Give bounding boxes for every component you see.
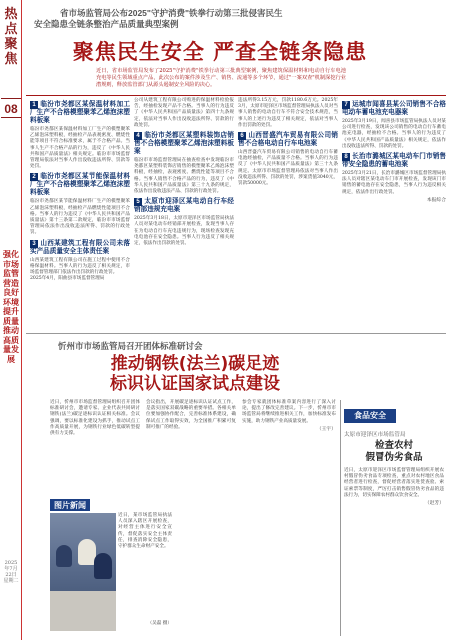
case-heading-2: 2 临汾市尧都区某节能保温材料厂生产不合格模塑聚苯乙烯泡沫塑料板案 [30, 173, 130, 197]
case-body-7: 2025年3月19日，闻喜县市场监管局执法人员对某公司进行检查，发现该公司销售的电动自行车蓄电池充电器，经抽检不合格。当事人的行为违反了《中华人民共和国产品质量法》相关规定，依法作出没收违法所得、罚款的处罚。 [342, 119, 446, 149]
news-photo [50, 513, 116, 631]
case-heading-1: 1 临汾市尧都区某保温材料加工厂生产不合格模塑聚苯乙烯泡沫塑料板案 [30, 101, 130, 124]
photo-news-label: 图片新闻 [50, 499, 90, 511]
article-column-4 [342, 98, 446, 204]
section-divider [26, 333, 446, 334]
photo-credit: （吴磊 摄） [147, 621, 172, 626]
case-heading-3: 3 山西某建筑工程有限公司未落实产品质量安全主体责任案 [30, 239, 130, 255]
case-heading-5: 5 太原市迎泽区某电动自行车经销部违规充电案 [134, 198, 234, 214]
vertical-divider [340, 400, 341, 636]
case-body-8: 2025年3月21日，长治市潞城区市场监督管理局执法人员对辖区某电动车门市开展检查，发现该门市销售的蓄电池存在安全隐患，当事人行为违反相关规定，依法作出行政处罚。 [342, 171, 446, 195]
lead-article-header [26, 8, 446, 30]
rail-slogan: 强化市场监管营造良好环境提升质量推动高质量发展 [3, 249, 19, 364]
food-safety-body: 近日，太原市迎泽区市场监督管理局组织开展农村假冒伪劣食品专项检查，重点对农村地区食品经营者进行检查，督促经营者落实进货查验、索证索票等制度，严厉打击销售假冒伪劣食品的违法行为，切实保障农村群众饮食安全。 （赵芳） [344, 468, 444, 507]
article2-column-3: 参会专家就团体标准草案内容进行了深入讨论，提出了修改完善建议。下一步，忻州市市场监管局将继续推进相关工作，加快标准发布实施，助力钢铁产业高质量发展。 （王宇） [242, 400, 336, 432]
food-safety-kicker: 太原市迎泽区市场监管局 [344, 432, 406, 438]
case-heading-4: 4 临汾市尧都区某塑料装饰店销售不合格模塑聚苯乙烯泡沫塑料板案 [134, 132, 234, 156]
case-body-6: 山西晋盛汽车贸易有限公司销售的电动自行车蓄电池经抽检，产品质量不合格。当事人的行为违反了《中华人民共和国产品质量法》第三十九条规定。太原市市场监督管理局依法对当事人作出没收违法所得、罚款的处罚，涉案货值3040元，罚款50000元。 [238, 150, 338, 187]
article2-byline: （王宇） [316, 426, 336, 432]
case-heading-7: 7 运城市闻喜县某公司销售不合格电动车蓄电池充电器案 [342, 101, 446, 116]
food-safety-byline: （赵芳） [424, 501, 444, 507]
person-figure [56, 545, 72, 567]
person-figure [94, 553, 112, 579]
article2-headline: 推动钢铁(法兰)碳足迹 标识认证国家试点建设 [110, 354, 280, 394]
food-safety-label: 食品安全 [344, 409, 396, 423]
case-heading-8: 8 长治市潞城区某电动车门市销售带安全隐患的蓄电池案 [342, 153, 446, 169]
lead-kicker-line2: 安全隐患全链条整治产品质量典型案例 [34, 19, 179, 29]
section-label: 热点聚焦 [4, 6, 18, 66]
article2-column-1: 近日，忻州市市场监督管理局组织召开团体标准研讨会，邀请专家、企业代表共同研讨钢铁(法兰)碳足迹标识认证相关标准。会议强调，要以标准化建设为抓手，推动试点工作高质量开展，为钢铁行业绿色低碳转型提供有力支撑。 [50, 400, 140, 437]
header-rule [26, 95, 446, 96]
article-column-1 [30, 98, 130, 282]
case-body-5: 2025年3月18日，太原市迎泽区市场监管局执法人员对某电动车经销部开展检查，发现当事人存在为电动自行车充电违规行为，现场检查发现充电电池存在安全隐患。当事人行为违反了相关规定，依法作出罚款的处罚。 [134, 216, 234, 247]
case-body-4: 临汾市市场监督管理局在抽查检查中发现临汾市尧都区某塑料装饰店销售的模塑聚苯乙烯泡沫塑料板，经抽检，表观密度、燃烧性能等项目不合格。当事人销售不合格产品的行为，违反了《中华人民共和国产品质量法》第三十九条的规定，依法作出没收违法产品、罚款的行政处罚。 [134, 158, 234, 195]
case-body-2: 临汾市尧都区某节能保温材料厂生产的模塑聚苯乙烯泡沫塑料板，经抽检产品燃烧性能项目不合格。当事人的行为违反了《中华人民共和国产品质量法》第十三条第二款规定，临汾市市场监督管理局依法作出没收违法所得、罚款的行政处罚。 [30, 199, 130, 236]
article2-kicker: 忻州市市场监管局召开团体标准研讨会 [58, 341, 203, 351]
case-body-3: 山西某建筑工程有限公司在施工过程中使用不合格保温材料。当事人的行为违反了相关规定，市场监督管理部门依法作出罚款的行政处罚。 [30, 257, 130, 276]
lead-summary: 近日，省市场监管局发布了2025"守护消费"铁拳行动第三批典型案例，聚焦建筑保温材料和电动自行车电池充电等民生领域重点产品，此次公布的案件涉及生产、销售、流通等多个环节，通过"一案双查"机制深挖行业潜规则，释放监管部门从源头遏制安全风险的决心。 [96, 68, 346, 88]
case-body-1: 临汾市尧都区某保温材料加工厂生产的模塑聚苯乙烯泡沫塑料板，经抽检产品表观密度、燃烧性能等项目不符合标准要求，属于不合格产品。当事人生产不合格产品的行为，违反了《中华人民共和国产品质量法》相关规定。临汾市市场监督管理局依法对当事人作出没收违法所得、罚款等处罚。 [30, 127, 130, 170]
article-column-3 [238, 98, 338, 187]
case-body-5-cont: 违法所得3.15万元，罚款1180.6万元。2025年3月，太原市迎泽区市场监督管理局执法人员对当事人销售的电动自行车不符合安全技术规范，当事人的上述行为违反了相关规定，依法对当事人作出罚款的处罚。 [238, 98, 338, 128]
case-note-3: 2025年4月，阳曲县市场监督管理局 [30, 276, 105, 282]
article-column-2 [134, 98, 234, 247]
photo-caption: 近日，某市场监管局执法人员深入辖区开展检查，对经营主体进行安全宣传，督促落实安全主体责任，排查消除安全隐患，守护群众生命财产安全。 [118, 513, 172, 550]
byline: 本报综合 [426, 197, 446, 203]
lead-kicker: 省市场监管局公布2025"守护消费"铁拳行动第三批侵害民生 [60, 8, 283, 18]
left-rail [0, 0, 22, 640]
case-body-3-cont: 公司从建筑工程有限公司购进的保温材料检验报告，经抽检发现产品不合格。当事人的行为违反了《中华人民共和国产品质量法》第四十九条规定，依法对当事人作出没收违法所得、罚款的行政处罚。 [134, 98, 234, 128]
food-safety-title: 检查农村 假冒伪劣食品 [365, 440, 423, 463]
issue-date: 2025年7月22日 星期二 [3, 560, 19, 584]
lead-headline: 聚焦民生安全 严查全链条隐患 [72, 40, 368, 64]
page-number: 08 [1, 98, 21, 118]
case-heading-6: 6 山西晋盛汽车贸易有限公司销售不合格电动自行车电池案 [238, 132, 338, 148]
article2-column-2: 会议指出，开展碳足迹标识认证试点工作，是落实国家双碳战略的重要举措。各相关单位要加强协作配合，完善标准体系建设，确保试点工作取得实效，为全国推广积累可复制可推广的经验。 [146, 400, 236, 430]
